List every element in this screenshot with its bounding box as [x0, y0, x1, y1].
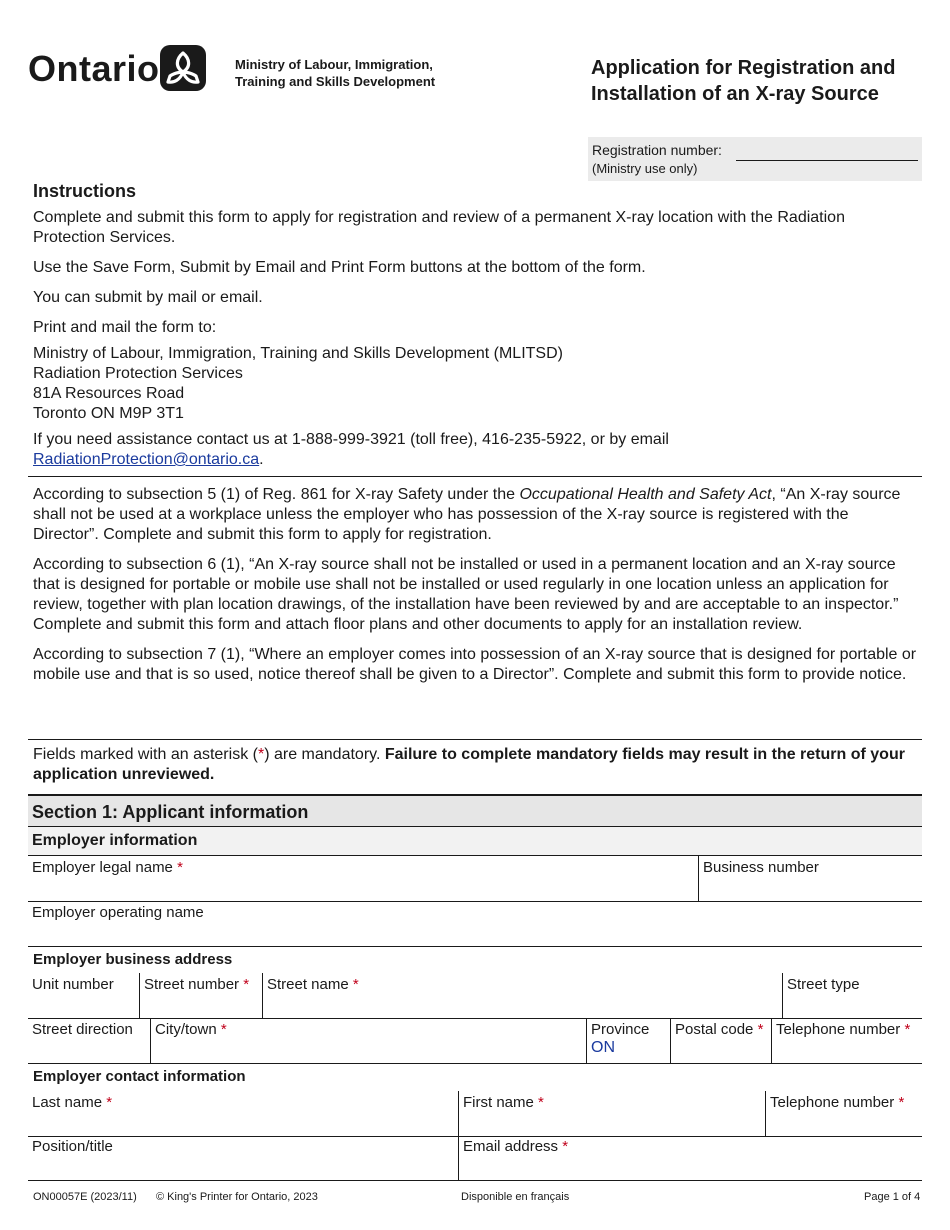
- instructions-paragraph: Use the Save Form, Submit by Email and Print Form buttons at the bottom of the form.: [33, 259, 646, 276]
- instructions-paragraph: Complete and submit this form to apply for registration and review of a permanent X-ray location with the Radiation Protection Services.: [33, 209, 845, 246]
- registration-number-label: Registration number:: [592, 142, 722, 158]
- street-type-field[interactable]: Street type: [782, 973, 922, 1018]
- address-line: Ministry of Labour, Immigration, Training and Skills Development (MLITSD): [33, 345, 563, 362]
- business-number-field[interactable]: Business number: [698, 856, 922, 901]
- contact-information-label: Employer contact information: [33, 1068, 246, 1085]
- address-line: Radiation Protection Services: [33, 365, 243, 382]
- form-title-line-2: Installation of an X-ray Source: [591, 83, 879, 105]
- city-town-field[interactable]: City/town *: [150, 1018, 586, 1063]
- legal-paragraph: According to subsection 5 (1) of Reg. 861 for X-ray Safety under the Occupational Health and Safety Act, “An X-ray source shall not be used at a workplace unless the employer who has possession of the X-ray source is registered with the Director”. Complete and submit this form to apply for registration.: [33, 486, 901, 543]
- last-name-field[interactable]: Last name *: [32, 1094, 113, 1111]
- street-direction-field[interactable]: Street direction: [32, 1021, 133, 1038]
- address-line: 81A Resources Road: [33, 385, 185, 402]
- act-name: Occupational Health and Safety Act: [519, 486, 772, 503]
- postal-code-field[interactable]: Postal code *: [670, 1018, 771, 1063]
- legal-paragraph: According to subsection 7 (1), “Where an employer comes into possession of an X-ray source that is designed for portable or mobile use and that is so used, notice thereof shall be given to a Director”. Complete and submit this form to provide notice.: [33, 646, 917, 683]
- row-divider: [28, 1063, 922, 1064]
- employer-information-header: Employer information: [28, 827, 922, 856]
- instructions-heading: Instructions: [33, 181, 137, 201]
- telephone-number-field[interactable]: Telephone number *: [771, 1018, 922, 1063]
- form-title: [591, 55, 931, 107]
- street-name-field[interactable]: Street name *: [262, 973, 782, 1018]
- address-line: Toronto ON M9P 3T1: [33, 405, 184, 422]
- required-asterisk: *: [257, 746, 265, 763]
- form-title-line-1: Application for Registration and: [591, 57, 896, 79]
- mandatory-notice: Fields marked with an asterisk (*) are mandatory. Failure to complete mandatory fields may result in the return of your application unreviewed.: [33, 746, 905, 783]
- ontario-trillium-icon: [160, 45, 206, 91]
- row-divider: [28, 946, 922, 947]
- employer-legal-name-field[interactable]: Employer legal name *: [32, 859, 183, 876]
- contact-telephone-field[interactable]: Telephone number *: [765, 1091, 922, 1136]
- mailing-address: [33, 344, 918, 424]
- legal-text: [33, 485, 918, 695]
- province-field[interactable]: Province ON: [586, 1018, 670, 1063]
- copyright: © King's Printer for Ontario, 2023: [156, 1191, 318, 1203]
- email-address-field[interactable]: Email address *: [458, 1135, 922, 1180]
- unit-number-field[interactable]: Unit number: [32, 976, 114, 993]
- employer-operating-name-field[interactable]: Employer operating name: [32, 904, 204, 921]
- form-id: ON00057E (2023/11): [33, 1191, 137, 1203]
- assistance-text: If you need assistance contact us at 1-888-999-3921 (toll free), 416-235-5922, or by email RadiationProtection@ontario.ca.: [33, 431, 669, 468]
- page-number: Page 1 of 4: [864, 1191, 921, 1203]
- instructions-paragraph: You can submit by mail or email.: [33, 289, 263, 306]
- email-link[interactable]: RadiationProtection@ontario.ca: [33, 451, 260, 468]
- mandatory-warning: Failure to complete mandatory fields may result in the return of your application unreviewed.: [33, 746, 905, 783]
- french-availability: Disponible en français: [461, 1191, 570, 1203]
- registration-number-note: (Ministry use only): [592, 161, 698, 176]
- ministry-line-2: Training and Skills Development: [235, 74, 436, 89]
- row-divider: [28, 1180, 922, 1181]
- ontario-logo-text: Ontario: [28, 48, 160, 89]
- instructions-body: [33, 208, 918, 480]
- business-address-label: Employer business address: [33, 951, 233, 968]
- section-1-header: Section 1: Applicant information: [28, 794, 922, 827]
- position-title-field[interactable]: Position/title: [32, 1138, 113, 1155]
- province-value: ON: [591, 1039, 615, 1056]
- divider: [28, 476, 922, 477]
- ministry-name: [235, 56, 475, 90]
- registration-number-box: [588, 137, 922, 181]
- legal-paragraph: According to subsection 6 (1), “An X-ray source shall not be installed or used in a permanent location and an X-ray source that is designed for portable or mobile use shall not be installed or used regularly in one location unless an application for review, together with plan location drawings, of the installation have been reviewed by and are acceptable to an inspector.” Complete and submit this form and attach floor plans and other documents to apply for an installation review.: [33, 556, 899, 633]
- ministry-line-1: Ministry of Labour, Immigration,: [235, 57, 433, 72]
- street-number-field[interactable]: Street number *: [139, 973, 262, 1018]
- instructions-paragraph: Print and mail the form to:: [33, 319, 217, 336]
- first-name-field[interactable]: First name *: [458, 1091, 765, 1136]
- registration-number-field[interactable]: [736, 160, 918, 161]
- divider: [28, 739, 922, 740]
